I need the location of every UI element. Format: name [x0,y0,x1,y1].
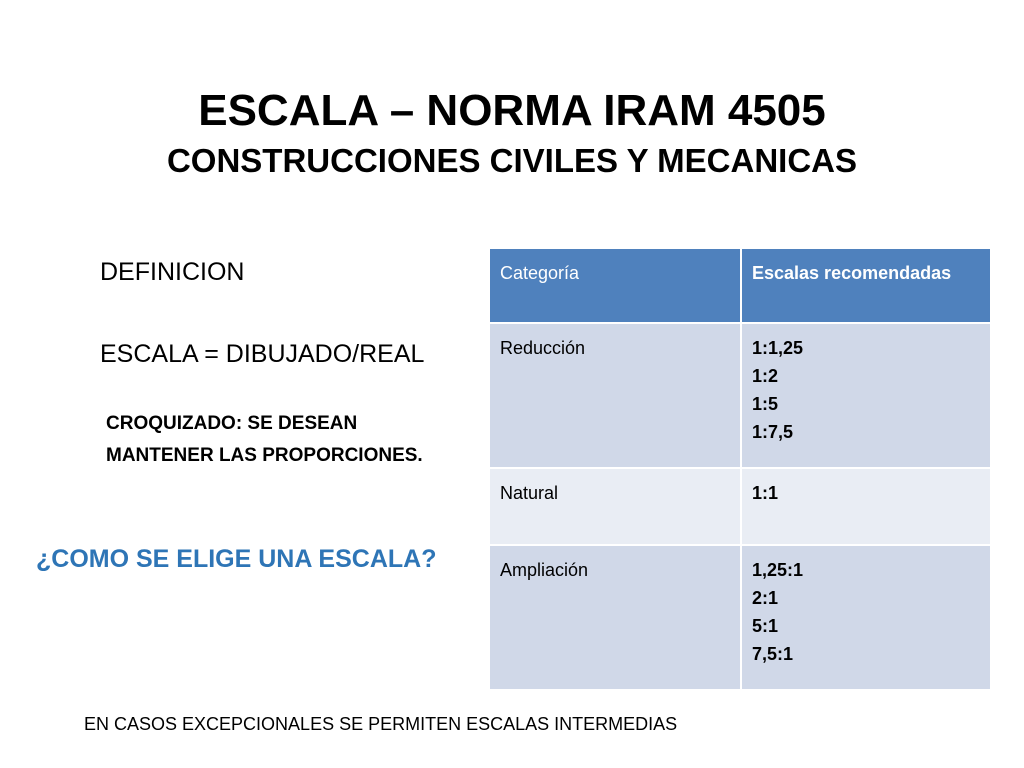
slide-title [0,88,1024,179]
footer-note: EN CASOS EXCEPCIONALES SE PERMITEN ESCALAS INTERMEDIAS [84,714,678,734]
table-header-row [489,248,991,323]
scale-formula: ESCALA = DIBUJADO/REAL [100,340,425,368]
category-cell: Natural [489,468,741,545]
scale-value: 1:5 [752,394,779,414]
scale-value: 1:7,5 [752,422,794,442]
header-scales: Escalas recomendadas [741,248,991,323]
scales-cell [741,323,991,468]
category-cell: Reducción [489,323,741,468]
table-row [489,468,991,545]
scale-value: 1:2 [752,366,779,386]
table-row [489,545,991,690]
scale-value: 1:1,25 [752,338,804,358]
question-text: ¿COMO SE ELIGE UNA ESCALA? [36,545,437,573]
scales-cell [741,545,991,690]
header-category: Categoría [489,248,741,323]
definition-heading: DEFINICION [100,258,245,286]
scale-value: 7,5:1 [752,644,794,664]
scale-value: 5:1 [752,616,779,636]
category-cell: Ampliación [489,545,741,690]
title-subtitle: CONSTRUCCIONES CIVILES Y MECANICAS [166,142,858,180]
table-row [489,323,991,468]
scale-value: 1,25:1 [752,560,804,580]
title-main: ESCALA – NORMA IRAM 4505 [198,86,826,135]
scale-value: 2:1 [752,588,779,608]
scale-value: 1:1 [752,483,779,503]
scales-table [488,247,992,691]
scales-cell [741,468,991,545]
sketching-note: CROQUIZADO: SE DESEAN MANTENER LAS PROPORCIONES. [106,413,423,466]
